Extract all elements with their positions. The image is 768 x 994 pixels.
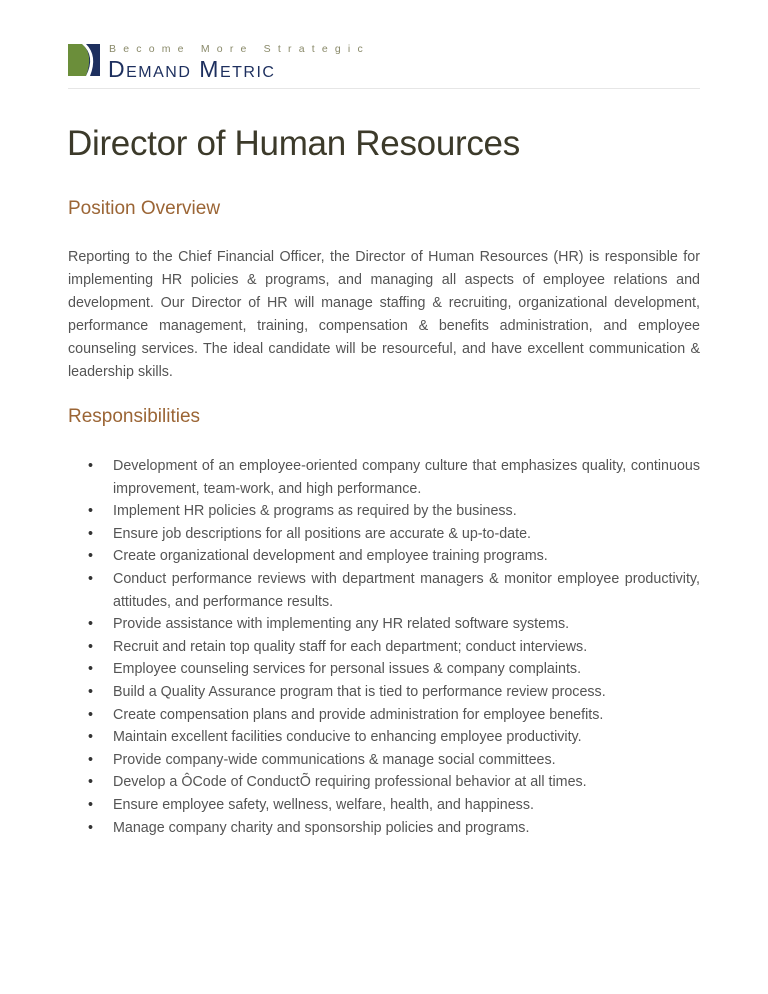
overview-heading: Position Overview xyxy=(68,198,221,219)
responsibility-text: Create organizational development and employee training programs. xyxy=(113,548,548,565)
responsibility-item xyxy=(68,636,700,659)
bullet-icon: • xyxy=(88,638,94,655)
responsibility-item xyxy=(68,613,700,636)
page-title: Director of Human Resources xyxy=(67,124,520,163)
responsibility-item xyxy=(68,545,700,568)
bullet-icon: • xyxy=(88,616,94,633)
bullet-icon: • xyxy=(88,774,94,791)
bullet-icon: • xyxy=(88,796,94,813)
bullet-icon: • xyxy=(88,661,94,678)
bullet-icon: • xyxy=(88,570,94,587)
responsibility-item xyxy=(68,817,700,840)
responsibility-text: Maintain excellent facilities conducive to enhancing employee productivity. xyxy=(113,729,582,746)
responsibility-item xyxy=(68,749,700,772)
bullet-icon: • xyxy=(88,548,94,565)
logo-tagline: Become More Strategic xyxy=(109,43,370,55)
bullet-icon: • xyxy=(88,683,94,700)
responsibility-text: Ensure employee safety, wellness, welfare, health, and happiness. xyxy=(113,796,534,813)
bullet-icon: • xyxy=(88,729,94,746)
bullet-icon: • xyxy=(88,819,94,836)
responsibility-text: Employee counseling services for personal issues & company complaints. xyxy=(113,661,582,678)
responsibilities-heading: Responsibilities xyxy=(68,406,201,427)
responsibility-item xyxy=(68,455,700,500)
responsibility-text: Implement HR policies & programs as required by the business. xyxy=(113,503,517,520)
responsibility-item xyxy=(68,658,700,681)
responsibility-item xyxy=(68,771,700,794)
demand-metric-logo xyxy=(68,44,368,80)
responsibility-text: Provide assistance with implementing any HR related software systems. xyxy=(113,616,570,633)
bullet-icon: • xyxy=(88,458,94,474)
responsibility-item xyxy=(68,704,700,727)
logo-brand: Demand Metric xyxy=(108,56,276,82)
responsibility-text: Provide company-wide communications & manage social committees. xyxy=(113,751,556,768)
bullet-icon: • xyxy=(88,503,94,520)
responsibility-text: Recruit and retain top quality staff for each department; conduct interviews. xyxy=(113,638,588,655)
overview-text: Reporting to the Chief Financial Officer, the Director of Human Resources (HR) is responsible for implementing HR policies & programs, and managing all aspects of employee relations and development. Our Director of HR will manage staffing & recruiting, organizational development, performance management, training, compensation & benefits administration, and employee counseling services. The ideal candidate will be resourceful, and have excellent communication & leadership skills. xyxy=(68,249,700,380)
bullet-icon: • xyxy=(88,525,94,542)
logo-mark-icon xyxy=(68,44,100,76)
responsibility-text: Create compensation plans and provide administration for employee benefits. xyxy=(113,706,604,723)
responsibility-text: Conduct performance reviews with department managers & monitor employee productivity, attitudes, and performance results. xyxy=(113,570,700,610)
bullet-icon: • xyxy=(88,706,94,723)
header-divider xyxy=(68,88,700,89)
responsibility-text: Manage company charity and sponsorship policies and programs. xyxy=(113,819,530,836)
responsibility-item xyxy=(68,794,700,817)
responsibility-item xyxy=(68,500,700,523)
responsibility-item xyxy=(68,726,700,749)
responsibility-text: Build a Quality Assurance program that is tied to performance review process. xyxy=(113,683,606,700)
responsibility-text: Develop a ÔCode of ConductÕ requiring professional behavior at all times. xyxy=(113,774,587,791)
responsibility-item xyxy=(68,681,700,704)
responsibility-text: Development of an employee-oriented company culture that emphasizes quality, continuous improvement, team-work, and high performance. xyxy=(113,458,700,497)
bullet-icon: • xyxy=(88,751,94,768)
responsibility-item xyxy=(68,568,700,613)
responsibility-text: Ensure job descriptions for all positions are accurate & up-to-date. xyxy=(113,525,532,542)
responsibility-item xyxy=(68,523,700,546)
responsibilities-list xyxy=(68,455,700,839)
